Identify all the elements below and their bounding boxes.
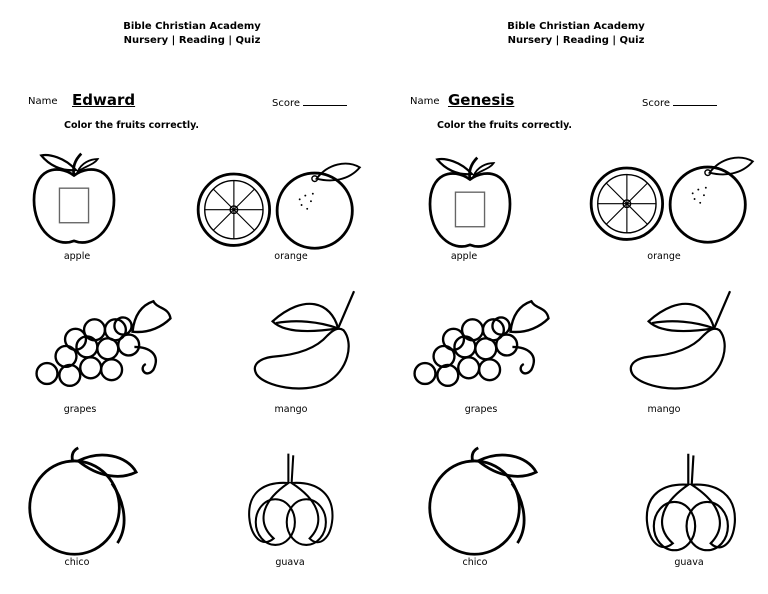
sheet-header — [384, 20, 768, 48]
grapes-caption: grapes — [464, 404, 498, 415]
student-name: Edward — [72, 91, 136, 109]
score-blank — [673, 96, 717, 106]
name-label: Name — [410, 96, 440, 107]
score-field — [642, 96, 717, 109]
name-label: Name — [28, 96, 58, 107]
mango-picture — [246, 284, 370, 394]
chico-picture — [22, 446, 142, 558]
score-field — [272, 96, 347, 109]
instruction-text: Color the fruits correctly. — [64, 120, 199, 131]
mango-caption: mango — [274, 404, 308, 415]
score-blank — [303, 96, 347, 106]
chico-picture — [422, 446, 542, 558]
apple-picture — [424, 154, 516, 254]
orange-picture — [584, 152, 760, 246]
guava-picture — [628, 452, 752, 564]
instruction-text: Color the fruits correctly. — [437, 120, 572, 131]
school-name: Bible Christian Academy — [507, 21, 645, 32]
sheet-header — [0, 20, 384, 48]
guava-caption: guava — [674, 557, 704, 568]
apple-picture — [28, 150, 120, 250]
quiz-subtitle: Nursery | Reading | Quiz — [507, 35, 645, 46]
score-label: Score — [272, 98, 301, 109]
student-name: Genesis — [448, 91, 515, 109]
grapes-picture — [406, 296, 558, 394]
apple-caption: apple — [63, 251, 91, 262]
orange-caption: orange — [274, 251, 308, 262]
orange-picture — [190, 158, 368, 252]
score-label: Score — [642, 98, 671, 109]
mango-caption: mango — [647, 404, 681, 415]
chico-caption: chico — [462, 557, 488, 568]
apple-caption: apple — [450, 251, 478, 262]
orange-caption: orange — [647, 251, 681, 262]
quiz-subtitle: Nursery | Reading | Quiz — [123, 35, 261, 46]
grapes-caption: grapes — [63, 404, 97, 415]
guava-caption: guava — [275, 557, 305, 568]
chico-caption: chico — [64, 557, 90, 568]
quiz-sheet-right — [384, 0, 768, 594]
grapes-picture — [28, 296, 180, 394]
mango-picture — [622, 284, 746, 394]
guava-picture — [232, 452, 348, 558]
school-name: Bible Christian Academy — [123, 21, 261, 32]
